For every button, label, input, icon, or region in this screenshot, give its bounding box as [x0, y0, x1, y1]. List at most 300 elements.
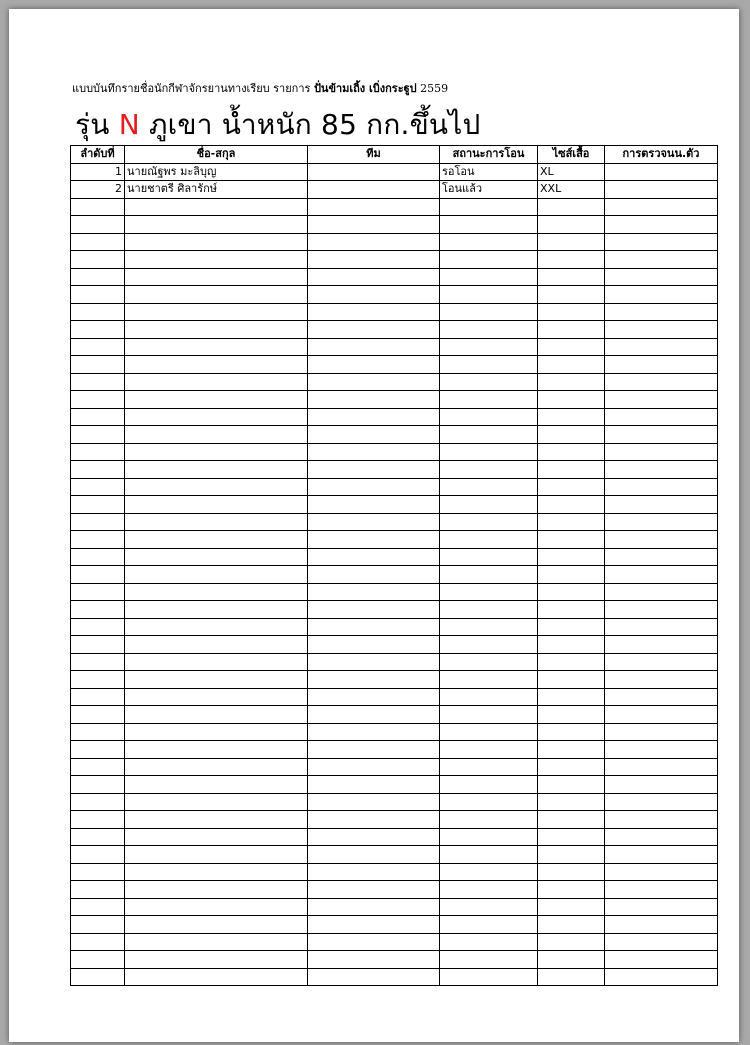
cell-team [308, 846, 440, 864]
cell-team [308, 268, 440, 286]
header-weight-check: การตรวจนน.ตัว [605, 146, 718, 164]
cell-transfer-status [440, 268, 538, 286]
cell-shirt-size [538, 461, 605, 479]
cell-shirt-size [538, 373, 605, 391]
empty-row [71, 968, 718, 986]
empty-row [71, 863, 718, 881]
cell-order [71, 846, 125, 864]
cell-shirt-size [538, 793, 605, 811]
empty-row [71, 513, 718, 531]
cell-weight-check [605, 426, 718, 444]
empty-row [71, 286, 718, 304]
cell-team [308, 373, 440, 391]
cell-transfer-status [440, 548, 538, 566]
empty-row [71, 408, 718, 426]
cell-team [308, 933, 440, 951]
empty-row [71, 933, 718, 951]
cell-team [308, 478, 440, 496]
empty-row [71, 898, 718, 916]
cell-shirt-size [538, 706, 605, 724]
cell-weight-check [605, 723, 718, 741]
cell-shirt-size [538, 776, 605, 794]
cell-shirt-size [538, 233, 605, 251]
cell-order [71, 321, 125, 339]
cell-shirt-size [538, 303, 605, 321]
cell-order [71, 723, 125, 741]
cell-transfer-status [440, 636, 538, 654]
cell-name [125, 846, 308, 864]
cell-weight-check [605, 461, 718, 479]
cell-transfer-status [440, 828, 538, 846]
cell-transfer-status [440, 443, 538, 461]
cell-shirt-size [538, 583, 605, 601]
cell-weight-check [605, 233, 718, 251]
cell-team [308, 968, 440, 986]
cell-name [125, 408, 308, 426]
empty-row [71, 531, 718, 549]
cell-name [125, 811, 308, 829]
cell-team [308, 653, 440, 671]
cell-name [125, 601, 308, 619]
cell-name [125, 968, 308, 986]
cell-weight-check [605, 776, 718, 794]
cell-shirt-size [538, 741, 605, 759]
cell-weight-check [605, 898, 718, 916]
cell-transfer-status [440, 916, 538, 934]
cell-transfer-status [440, 863, 538, 881]
cell-shirt-size [538, 846, 605, 864]
cell-transfer-status [440, 216, 538, 234]
cell-name [125, 671, 308, 689]
cell-transfer-status [440, 198, 538, 216]
cell-name [125, 426, 308, 444]
empty-row [71, 338, 718, 356]
cell-weight-check [605, 601, 718, 619]
cell-team [308, 163, 440, 181]
cell-team [308, 811, 440, 829]
cell-weight-check [605, 811, 718, 829]
cell-order [71, 338, 125, 356]
cell-shirt-size [538, 758, 605, 776]
header-row [71, 146, 718, 164]
cell-shirt-size [538, 338, 605, 356]
cell-weight-check [605, 443, 718, 461]
cell-transfer-status [440, 951, 538, 969]
empty-row [71, 373, 718, 391]
cell-transfer-status [440, 426, 538, 444]
cell-name [125, 443, 308, 461]
cell-weight-check [605, 846, 718, 864]
heading-prefix: รุ่น [75, 108, 119, 141]
cell-name [125, 391, 308, 409]
cell-order [71, 478, 125, 496]
cell-order [71, 251, 125, 269]
cell-transfer-status [440, 531, 538, 549]
table-row [71, 163, 718, 181]
cell-name [125, 636, 308, 654]
header-team: ทีม [308, 146, 440, 164]
empty-row [71, 426, 718, 444]
cell-transfer-status [440, 653, 538, 671]
cell-transfer-status [440, 811, 538, 829]
cell-name [125, 548, 308, 566]
cell-name [125, 338, 308, 356]
cell-weight-check [605, 286, 718, 304]
cell-order [71, 601, 125, 619]
cell-weight-check [605, 548, 718, 566]
cell-team [308, 688, 440, 706]
empty-row [71, 233, 718, 251]
cell-order [71, 268, 125, 286]
cell-order [71, 671, 125, 689]
cell-weight-check [605, 951, 718, 969]
cell-team [308, 548, 440, 566]
empty-row [71, 776, 718, 794]
cell-name [125, 916, 308, 934]
cell-shirt-size [538, 566, 605, 584]
cell-team [308, 513, 440, 531]
cell-transfer-status [440, 391, 538, 409]
cell-weight-check [605, 478, 718, 496]
cell-order [71, 968, 125, 986]
cell-order [71, 706, 125, 724]
cell-team [308, 793, 440, 811]
cell-name [125, 863, 308, 881]
empty-row [71, 793, 718, 811]
cell-transfer-status [440, 338, 538, 356]
cell-team [308, 863, 440, 881]
cell-team [308, 828, 440, 846]
cell-team [308, 426, 440, 444]
cell-shirt-size [538, 671, 605, 689]
cell-weight-check [605, 793, 718, 811]
cell-transfer-status [440, 233, 538, 251]
empty-row [71, 881, 718, 899]
cell-name [125, 478, 308, 496]
empty-row [71, 548, 718, 566]
cell-weight-check [605, 916, 718, 934]
empty-row [71, 601, 718, 619]
cell-weight-check [605, 636, 718, 654]
cell-name [125, 723, 308, 741]
cell-shirt-size [538, 478, 605, 496]
cell-shirt-size [538, 601, 605, 619]
cell-team [308, 618, 440, 636]
cell-transfer-status [440, 933, 538, 951]
empty-row [71, 268, 718, 286]
cell-name [125, 653, 308, 671]
cell-order [71, 898, 125, 916]
cell-shirt-size [538, 968, 605, 986]
cell-shirt-size [538, 391, 605, 409]
cell-order [71, 933, 125, 951]
cell-weight-check [605, 198, 718, 216]
cell-order [71, 916, 125, 934]
cell-order [71, 881, 125, 899]
cell-transfer-status [440, 881, 538, 899]
cell-name [125, 933, 308, 951]
cell-order [71, 513, 125, 531]
header-name: ชื่อ-สกุล [125, 146, 308, 164]
cell-order [71, 951, 125, 969]
cell-transfer-status [440, 251, 538, 269]
cell-shirt-size [538, 496, 605, 514]
empty-row [71, 496, 718, 514]
cell-order [71, 356, 125, 374]
cell-team [308, 636, 440, 654]
cell-name [125, 951, 308, 969]
cell-transfer-status [440, 321, 538, 339]
cell-weight-check [605, 828, 718, 846]
empty-row [71, 723, 718, 741]
cell-name [125, 881, 308, 899]
cell-transfer-status: โอนแล้ว [440, 181, 538, 199]
empty-row [71, 251, 718, 269]
cell-team [308, 776, 440, 794]
cell-shirt-size: XXL [538, 181, 605, 199]
cell-transfer-status [440, 793, 538, 811]
cell-weight-check [605, 671, 718, 689]
cell-team [308, 303, 440, 321]
cell-order [71, 303, 125, 321]
cell-transfer-status [440, 688, 538, 706]
cell-team [308, 251, 440, 269]
cell-order [71, 373, 125, 391]
cell-name [125, 706, 308, 724]
cell-order [71, 793, 125, 811]
cell-order: 1 [71, 163, 125, 181]
cell-shirt-size [538, 443, 605, 461]
cell-weight-check [605, 338, 718, 356]
empty-row [71, 443, 718, 461]
cell-team [308, 286, 440, 304]
cell-name [125, 758, 308, 776]
cell-order [71, 811, 125, 829]
cell-name [125, 461, 308, 479]
empty-row [71, 356, 718, 374]
cell-team [308, 321, 440, 339]
cell-team [308, 391, 440, 409]
form-title [72, 79, 448, 97]
cell-transfer-status [440, 741, 538, 759]
empty-row [71, 811, 718, 829]
header-shirt-size: ไซส์เสื้อ [538, 146, 605, 164]
cell-order [71, 496, 125, 514]
cell-shirt-size [538, 618, 605, 636]
cell-weight-check [605, 251, 718, 269]
registration-table [70, 145, 718, 986]
cell-shirt-size [538, 811, 605, 829]
cell-team [308, 741, 440, 759]
cell-shirt-size [538, 268, 605, 286]
cell-order [71, 391, 125, 409]
cell-name: นายชาตรี ศิลารักษ์ [125, 181, 308, 199]
cell-shirt-size [538, 216, 605, 234]
cell-shirt-size [538, 426, 605, 444]
cell-transfer-status [440, 303, 538, 321]
cell-order [71, 636, 125, 654]
cell-transfer-status [440, 513, 538, 531]
cell-team [308, 198, 440, 216]
cell-shirt-size [538, 828, 605, 846]
cell-team [308, 408, 440, 426]
cell-transfer-status [440, 583, 538, 601]
cell-weight-check [605, 391, 718, 409]
cell-transfer-status [440, 723, 538, 741]
category-code: N [118, 108, 140, 141]
cell-transfer-status [440, 566, 538, 584]
cell-shirt-size [538, 531, 605, 549]
cell-order [71, 443, 125, 461]
cell-shirt-size [538, 548, 605, 566]
cell-transfer-status [440, 601, 538, 619]
cell-order [71, 653, 125, 671]
cell-name [125, 216, 308, 234]
cell-order [71, 216, 125, 234]
empty-row [71, 303, 718, 321]
cell-team [308, 496, 440, 514]
table-row [71, 181, 718, 199]
cell-order [71, 198, 125, 216]
empty-row [71, 828, 718, 846]
cell-name [125, 356, 308, 374]
empty-row [71, 671, 718, 689]
cell-order [71, 548, 125, 566]
cell-transfer-status [440, 618, 538, 636]
cell-team [308, 898, 440, 916]
cell-transfer-status [440, 758, 538, 776]
cell-weight-check [605, 968, 718, 986]
cell-team [308, 443, 440, 461]
empty-row [71, 198, 718, 216]
cell-name [125, 688, 308, 706]
cell-team [308, 461, 440, 479]
cell-order [71, 688, 125, 706]
cell-name [125, 321, 308, 339]
cell-order [71, 531, 125, 549]
cell-transfer-status [440, 408, 538, 426]
cell-name [125, 741, 308, 759]
cell-order [71, 583, 125, 601]
cell-transfer-status [440, 373, 538, 391]
cell-transfer-status [440, 356, 538, 374]
cell-weight-check [605, 373, 718, 391]
cell-team [308, 531, 440, 549]
cell-shirt-size [538, 408, 605, 426]
cell-weight-check [605, 181, 718, 199]
empty-row [71, 566, 718, 584]
cell-team [308, 566, 440, 584]
cell-name [125, 513, 308, 531]
cell-weight-check [605, 881, 718, 899]
cell-order [71, 233, 125, 251]
form-title-prefix: แบบบันทึกรายชื่อนักกีฬาจักรยานทางเรียบ รายการ [72, 82, 314, 95]
cell-weight-check [605, 303, 718, 321]
cell-shirt-size [538, 356, 605, 374]
cell-weight-check [605, 618, 718, 636]
cell-name [125, 268, 308, 286]
cell-name [125, 776, 308, 794]
cell-order [71, 618, 125, 636]
empty-row [71, 706, 718, 724]
cell-shirt-size [538, 688, 605, 706]
empty-row [71, 478, 718, 496]
cell-shirt-size [538, 916, 605, 934]
cell-name [125, 618, 308, 636]
cell-order: 2 [71, 181, 125, 199]
cell-team [308, 583, 440, 601]
cell-transfer-status [440, 968, 538, 986]
empty-row [71, 688, 718, 706]
cell-name [125, 898, 308, 916]
cell-shirt-size [538, 321, 605, 339]
cell-team [308, 671, 440, 689]
cell-shirt-size [538, 198, 605, 216]
cell-weight-check [605, 216, 718, 234]
cell-order [71, 776, 125, 794]
cell-weight-check [605, 758, 718, 776]
event-year: 2559 [416, 82, 449, 95]
cell-name [125, 373, 308, 391]
document-page [9, 9, 739, 1042]
cell-weight-check [605, 321, 718, 339]
event-name: ปั่นข้ามเถิ้ง เบิ่งกระฐูป [313, 82, 417, 95]
empty-row [71, 916, 718, 934]
empty-row [71, 461, 718, 479]
cell-weight-check [605, 706, 718, 724]
cell-shirt-size: XL [538, 163, 605, 181]
cell-shirt-size [538, 286, 605, 304]
cell-transfer-status [440, 776, 538, 794]
cell-name [125, 496, 308, 514]
cell-order [71, 426, 125, 444]
cell-name [125, 251, 308, 269]
cell-weight-check [605, 496, 718, 514]
cell-team [308, 758, 440, 776]
cell-name [125, 793, 308, 811]
category-heading [75, 108, 481, 142]
cell-team [308, 706, 440, 724]
cell-transfer-status [440, 286, 538, 304]
empty-row [71, 391, 718, 409]
cell-name [125, 286, 308, 304]
cell-transfer-status [440, 898, 538, 916]
empty-row [71, 653, 718, 671]
empty-row [71, 321, 718, 339]
header-order: ลำดับที่ [71, 146, 125, 164]
empty-row [71, 618, 718, 636]
cell-weight-check [605, 863, 718, 881]
cell-weight-check [605, 566, 718, 584]
cell-name [125, 233, 308, 251]
cell-name: นายณัฐพร มะลิบุญ [125, 163, 308, 181]
cell-shirt-size [538, 933, 605, 951]
cell-shirt-size [538, 513, 605, 531]
cell-order [71, 408, 125, 426]
cell-shirt-size [538, 653, 605, 671]
cell-shirt-size [538, 636, 605, 654]
cell-order [71, 828, 125, 846]
cell-weight-check [605, 163, 718, 181]
cell-shirt-size [538, 898, 605, 916]
cell-weight-check [605, 653, 718, 671]
empty-row [71, 846, 718, 864]
cell-weight-check [605, 408, 718, 426]
empty-row [71, 758, 718, 776]
cell-order [71, 741, 125, 759]
cell-transfer-status [440, 461, 538, 479]
cell-order [71, 863, 125, 881]
